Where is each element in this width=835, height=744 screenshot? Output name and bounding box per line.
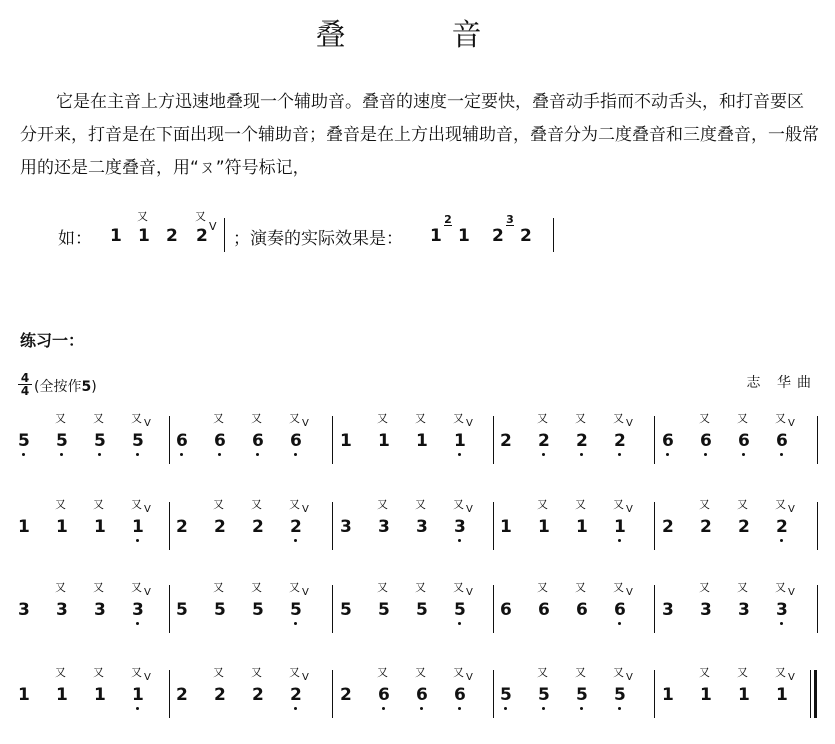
breath-mark: V [788,418,795,429]
lower-octave-dot [618,622,621,625]
bar-line [169,670,170,718]
ornament-mark: 又 [377,412,388,425]
breath-mark: V [144,587,151,598]
lower-octave-dot [180,453,183,456]
exercise-title: 练习一： [20,331,85,350]
bar-line [493,502,494,550]
breath-mark: V [466,504,473,515]
example-note: 1 [110,226,122,246]
ornament-mark: 又 [613,498,624,511]
ornament-mark: 又 [575,581,586,594]
lower-octave-dot [780,539,783,542]
note: 3 [56,600,68,620]
ornament-mark: 又 [131,666,142,679]
breath-mark: V [302,672,309,683]
note: 5 [176,600,188,620]
ornament-mark: 又 [137,210,148,223]
lower-octave-dot [136,539,139,542]
note: 6 [700,431,712,451]
ornament-mark: 又 [453,498,464,511]
final-bar-line [814,670,817,718]
lower-octave-dot [136,453,139,456]
breath-mark: V [302,504,309,515]
ornament-mark: 又 [251,666,262,679]
ornament-mark: 又 [537,581,548,594]
ornament-mark: 又 [213,412,224,425]
note: 2 [738,517,750,537]
note: 1 [454,431,466,451]
note: 2 [662,517,674,537]
bar-line [810,670,811,718]
bar-line [493,585,494,633]
note: 1 [18,685,30,705]
note: 1 [56,685,68,705]
ornament-mark: 又 [537,498,548,511]
ornament-mark: 又 [453,412,464,425]
lower-octave-dot [294,707,297,710]
note: 1 [776,685,788,705]
bar-line [169,585,170,633]
breath-mark: V [788,504,795,515]
ornament-mark: 又 [131,581,142,594]
bar-line [654,502,655,550]
ornament-mark: 又 [93,581,104,594]
note: 6 [614,600,626,620]
ornament-mark: 又 [775,581,786,594]
ornament-mark: 又 [699,666,710,679]
note: 3 [662,600,674,620]
breath-mark: V [466,672,473,683]
breath-mark: V [788,672,795,683]
ornament-mark: 又 [213,498,224,511]
composer-credit: 志 华曲 [746,375,817,391]
breath-mark: V [466,587,473,598]
lower-octave-dot [618,707,621,710]
note: 6 [214,431,226,451]
bar-line [332,502,333,550]
bar-line [169,416,170,464]
ornament-mark: 又 [699,581,710,594]
lower-octave-dot [458,707,461,710]
ornament-mark: 又 [613,412,624,425]
note: 2 [700,517,712,537]
ornament-mark: 又 [55,666,66,679]
lower-octave-dot [580,707,583,710]
note: 3 [94,600,106,620]
note: 2 [252,685,264,705]
effect-text: ；演奏的实际效果是： [233,229,403,249]
breath-mark: V [302,418,309,429]
note: 2 [176,517,188,537]
note: 6 [576,600,588,620]
ornament-mark: 又 [131,412,142,425]
ornament-mark: 又 [377,581,388,594]
bar-line [332,670,333,718]
note: 1 [416,431,428,451]
example-note: 1 [430,226,442,246]
ornament-mark: 又 [537,412,548,425]
note: 2 [776,517,788,537]
note: 3 [18,600,30,620]
ornament-mark: 又 [453,666,464,679]
note: 1 [576,517,588,537]
note: 1 [340,431,352,451]
breath-mark: V [626,504,633,515]
ornament-mark: 又 [775,666,786,679]
note: 1 [56,517,68,537]
breath-mark: V [626,672,633,683]
note: 5 [614,685,626,705]
example-note: 2 [196,226,208,246]
lower-octave-dot [256,453,259,456]
lower-octave-dot [504,707,507,710]
note: 3 [700,600,712,620]
lower-octave-dot [420,707,423,710]
ornament-mark: 又 [251,581,262,594]
note: 6 [500,600,512,620]
ornament-mark: 又 [575,498,586,511]
note: 5 [18,431,30,451]
note: 1 [662,685,674,705]
ornament-mark: 又 [415,498,426,511]
bar-line [817,502,818,550]
note: 6 [378,685,390,705]
lower-octave-dot [580,453,583,456]
note: 1 [614,517,626,537]
example-note: 1 [458,226,470,246]
note: 2 [290,685,302,705]
note: 6 [662,431,674,451]
note: 5 [454,600,466,620]
ornament-mark: 又 [289,412,300,425]
breath-mark: V [626,587,633,598]
note: 3 [340,517,352,537]
note: 5 [576,685,588,705]
ornament-mark: 又 [613,666,624,679]
note: 1 [700,685,712,705]
note: 2 [214,517,226,537]
note: 6 [290,431,302,451]
note: 2 [176,685,188,705]
tempo-note: (全按作5) [34,379,97,395]
ornament-mark: 又 [289,581,300,594]
example-note: 1 [138,226,150,246]
note: 1 [132,517,144,537]
note: 5 [252,600,264,620]
note: 1 [500,517,512,537]
ornament-mark: 又 [575,412,586,425]
lower-octave-dot [542,453,545,456]
breath-mark: V [788,587,795,598]
lower-octave-dot [294,453,297,456]
lower-octave-dot [780,453,783,456]
ornament-mark: 又 [213,581,224,594]
note: 6 [416,685,428,705]
note: 6 [776,431,788,451]
ornament-mark: 又 [737,581,748,594]
note: 6 [538,600,550,620]
time-signature: 4 4 [18,372,32,397]
lower-octave-dot [136,622,139,625]
note: 3 [132,600,144,620]
page-title: 叠 音 [315,18,520,53]
lower-octave-dot [618,539,621,542]
ornament-mark: 又 [575,666,586,679]
note: 3 [416,517,428,537]
ornament-mark: 又 [775,498,786,511]
note: 1 [94,517,106,537]
breath-mark: V [144,672,151,683]
note: 1 [132,685,144,705]
ornament-mark: 又 [93,666,104,679]
bar-line [817,416,818,464]
note: 5 [132,431,144,451]
breath-mark: V [144,418,151,429]
ornament-mark: 又 [737,412,748,425]
bar-line [332,585,333,633]
note: 6 [454,685,466,705]
note: 2 [538,431,550,451]
ornament-mark: 又 [93,498,104,511]
ornament-mark: 又 [775,412,786,425]
note: 2 [576,431,588,451]
bar-line [169,502,170,550]
ornament-mark: 又 [289,666,300,679]
ornament-mark: 又 [289,498,300,511]
bar-line [654,670,655,718]
bar-line [654,585,655,633]
ornament-mark: 又 [699,498,710,511]
note: 5 [378,600,390,620]
note: 6 [738,431,750,451]
ornament-mark: 又 [195,210,206,223]
ornament-mark: 又 [537,666,548,679]
ornament-mark: 又 [377,666,388,679]
note: 2 [500,431,512,451]
bar-line [493,416,494,464]
note: 2 [290,517,302,537]
ornament-mark: 又 [251,498,262,511]
ornament-mark: 又 [55,412,66,425]
lower-octave-dot [742,453,745,456]
note: 5 [416,600,428,620]
example-note: 2 [492,226,504,246]
lower-octave-dot [98,453,101,456]
note: 5 [340,600,352,620]
note: 1 [18,517,30,537]
note: 2 [340,685,352,705]
note: 1 [378,431,390,451]
note: 6 [252,431,264,451]
lower-octave-dot [458,539,461,542]
bar-line [817,585,818,633]
lower-octave-dot [294,622,297,625]
breath-mark: V [466,418,473,429]
note: 2 [614,431,626,451]
note: 2 [252,517,264,537]
example-note: 2 [166,226,178,246]
note: 5 [214,600,226,620]
note: 6 [176,431,188,451]
note: 5 [538,685,550,705]
lower-octave-dot [458,453,461,456]
lower-octave-dot [136,707,139,710]
lower-octave-dot [780,622,783,625]
breath-mark: V [209,220,217,233]
breath-mark: V [302,587,309,598]
note: 1 [738,685,750,705]
lower-octave-dot [218,453,221,456]
note: 1 [538,517,550,537]
grace-note: 3 [506,213,514,226]
note: 3 [454,517,466,537]
bar-line [493,670,494,718]
ornament-mark: 又 [415,666,426,679]
note: 3 [378,517,390,537]
ornament-mark: 又 [415,412,426,425]
ornament-mark: 又 [93,412,104,425]
ornament-mark: 又 [737,666,748,679]
note: 1 [94,685,106,705]
ornament-mark: 又 [131,498,142,511]
note: 5 [94,431,106,451]
ornament-mark: 又 [55,498,66,511]
note: 5 [290,600,302,620]
note: 3 [738,600,750,620]
lower-octave-dot [22,453,25,456]
example-note: 2 [520,226,532,246]
lower-octave-dot [704,453,707,456]
ornament-mark: 又 [415,581,426,594]
breath-mark: V [626,418,633,429]
note: 3 [776,600,788,620]
lower-octave-dot [666,453,669,456]
lower-octave-dot [60,453,63,456]
description-paragraph: 它是在主音上方迅速地叠现一个辅助音。叠音的速度一定要快，叠音动手指而不动舌头，和打音要区分开来，打音是在下面出现一个辅助音；叠音是在上方出现辅助音，叠音分为二度叠音和三度叠音，一般常用的还是二度叠音，用“ㄡ”符号标记， [20,92,819,178]
ornament-mark: 又 [213,666,224,679]
example-label: 如： [58,229,92,249]
breath-mark: V [144,504,151,515]
ornament-mark: 又 [737,498,748,511]
note: 5 [56,431,68,451]
ornament-mark: 又 [55,581,66,594]
lower-octave-dot [542,707,545,710]
bar-line [332,416,333,464]
grace-note: 2 [444,213,452,226]
lower-octave-dot [618,453,621,456]
note: 2 [214,685,226,705]
ornament-mark: 又 [699,412,710,425]
lower-octave-dot [458,622,461,625]
ornament-mark: 又 [453,581,464,594]
bar-line [654,416,655,464]
ornament-mark: 又 [377,498,388,511]
lower-octave-dot [294,539,297,542]
ornament-mark: 又 [613,581,624,594]
ornament-mark: 又 [251,412,262,425]
lower-octave-dot [382,707,385,710]
note: 5 [500,685,512,705]
